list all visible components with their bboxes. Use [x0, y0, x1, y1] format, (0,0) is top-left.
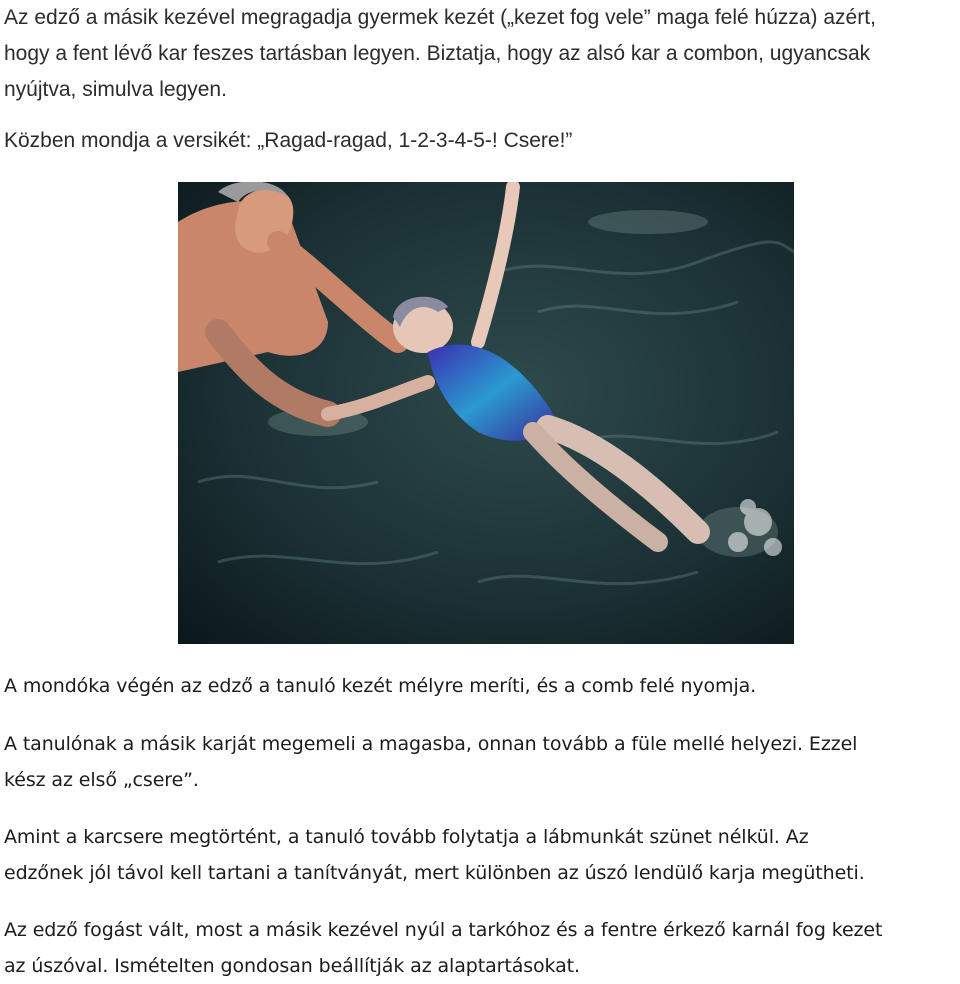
- photo-illustration: [178, 182, 794, 644]
- text-line: Az edző a másik kezével megragadja gyermek kezét („kezet fog vele” maga felé húzza) azért,: [4, 6, 876, 29]
- text-line: Közben mondja a versikét: „Ragad-ragad, 1-2-3-4-5-! Csere!”: [4, 129, 573, 152]
- text-line: az úszóval. Ismételten gondosan beállítják az alaptartásokat.: [4, 955, 580, 977]
- text-line: kész az első „csere”.: [4, 769, 199, 791]
- text-line: A tanulónak a másik karját megemeli a magasba, onnan tovább a füle mellé helyezi. Ezzel: [4, 733, 858, 755]
- paragraph-2: [4, 726, 857, 798]
- swim-instruction-photo: [178, 182, 794, 644]
- text-line: hogy a fent lévő kar feszes tartásban legyen. Biztatja, hogy az alsó kar a combon, ugyancsak: [4, 42, 871, 65]
- intro-paragraph: [4, 0, 876, 108]
- text-line: Az edző fogást vált, most a másik kezével nyúl a tarkóhoz és a fentre érkező karnál fog kezet: [4, 919, 883, 941]
- paragraph-3: [4, 819, 865, 891]
- text-line: edzőnek jól távol kell tartani a tanítványát, mert különben az úszó lendülő karja megütheti.: [4, 862, 865, 884]
- paragraph-4: [4, 912, 882, 984]
- text-line: A mondóka végén az edző a tanuló kezét mélyre meríti, és a comb felé nyomja.: [4, 675, 757, 697]
- rhyme-paragraph: [4, 123, 572, 159]
- text-line: nyújtva, simulva legyen.: [4, 78, 227, 101]
- text-line: Amint a karcsere megtörtént, a tanuló tovább folytatja a lábmunkát szünet nélkül. Az: [4, 826, 809, 848]
- paragraph-1: [4, 668, 756, 704]
